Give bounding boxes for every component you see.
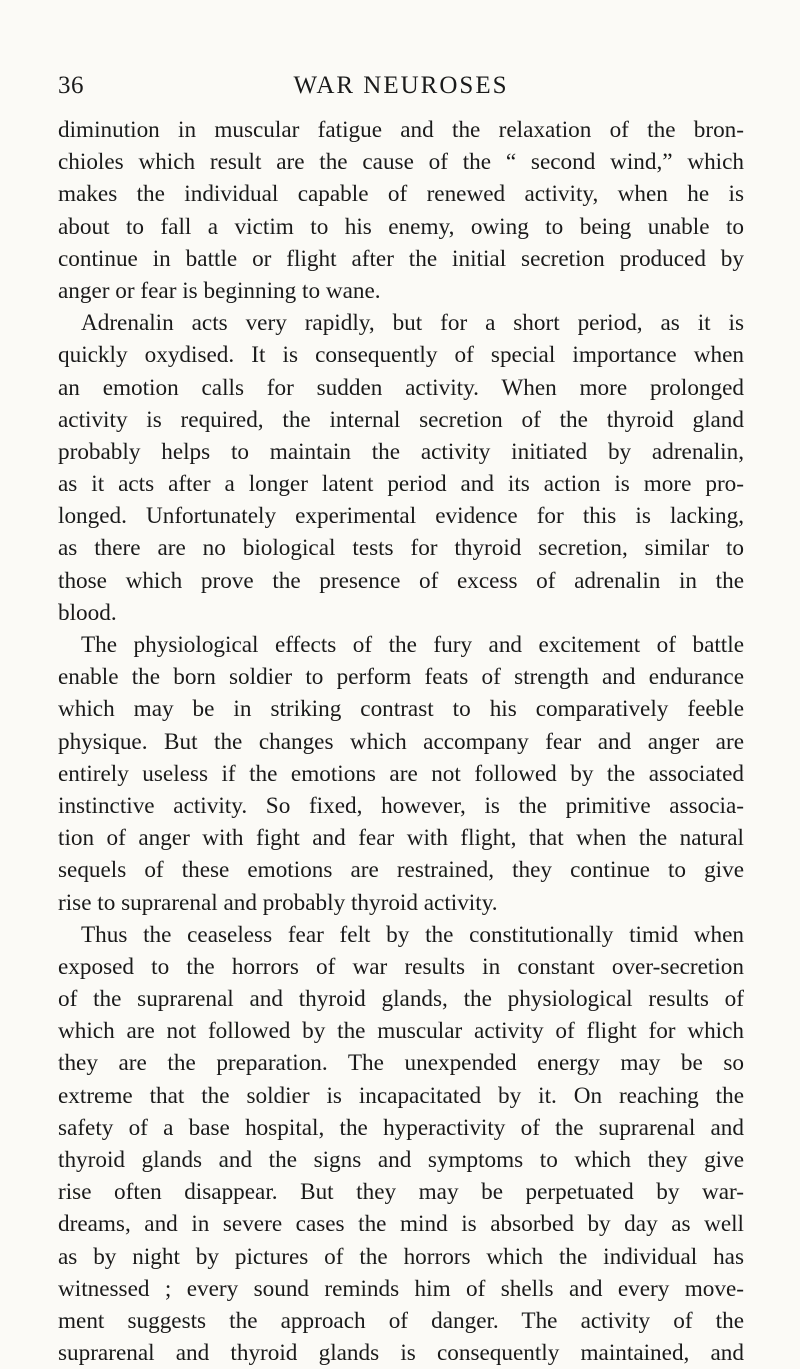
text-line: as by night by pictures of the horrors which the individual has (58, 1243, 744, 1270)
text-line: anger or fear is beginning to wane. (58, 277, 381, 304)
text-line: instinctive activity. So fixed, however, is the primitive associa- (58, 792, 744, 819)
text-line: quickly oxydised. It is consequently of special importance when (58, 342, 744, 369)
text-line: sequels of these emotions are restrained, they continue to give (58, 857, 744, 884)
text-line: witnessed ; every sound reminds him of shells and every move- (58, 1275, 744, 1302)
page-header (58, 72, 744, 106)
text-line: about to fall a victim to his enemy, owing to being unable to (58, 213, 744, 240)
text-line: as it acts after a longer latent period and its action is more pro- (58, 471, 744, 498)
text-line: chioles which result are the cause of the “ second wind,” which (58, 149, 744, 176)
text-line: as there are no biological tests for thyroid secretion, similar to (58, 535, 744, 562)
text-line: safety of a base hospital, the hyperactivity of the suprarenal and (58, 1114, 744, 1141)
text-line: which may be in striking contrast to his comparatively feeble (58, 696, 744, 723)
text-line: Adrenalin acts very rapidly, but for a short period, as it is (81, 310, 744, 337)
text-line: ment suggests the approach of danger. The activity of the (58, 1307, 744, 1334)
running-title: WAR NEUROSES (293, 72, 509, 99)
text-line: those which prove the presence of excess of adrenalin in the (58, 567, 744, 594)
text-line: blood. (58, 599, 117, 626)
text-line: longed. Unfortunately experimental evidence for this is lacking, (58, 503, 744, 530)
text-line: activity is required, the internal secretion of the thyroid gland (58, 406, 744, 433)
text-line: exposed to the horrors of war results in constant over-secretion (58, 953, 744, 980)
text-line: extreme that the soldier is incapacitated by it. On reaching the (58, 1082, 744, 1109)
text-line: dreams, and in severe cases the mind is absorbed by day as well (58, 1211, 744, 1238)
text-line: rise often disappear. But they may be perpetuated by war- (58, 1179, 744, 1206)
text-line: probably helps to maintain the activity initiated by adrenalin, (58, 438, 744, 465)
text-line: rise to suprarenal and probably thyroid activity. (58, 889, 498, 916)
text-line: The physiological effects of the fury and excitement of battle (81, 632, 744, 658)
text-line: enable the born soldier to perform feats of strength and endurance (58, 664, 744, 691)
text-line: they are the preparation. The unexpended energy may be so (58, 1050, 744, 1077)
body-text (58, 114, 744, 1369)
text-line: tion of anger with fight and fear with flight, that when the natural (58, 825, 744, 852)
text-line: makes the individual capable of renewed activity, when he is (58, 181, 744, 208)
page-number: 36 (58, 72, 84, 99)
text-line: suprarenal and thyroid glands is consequently maintained, and (58, 1340, 744, 1367)
text-line: entirely useless if the emotions are not followed by the associated (58, 760, 744, 787)
text-line: physique. But the changes which accompany fear and anger are (58, 728, 744, 755)
text-line: continue in battle or flight after the initial secretion produced by (58, 245, 744, 272)
text-line: Thus the ceaseless fear felt by the constitutionally timid when (81, 921, 744, 948)
text-line: diminution in muscular fatigue and the relaxation of the bron- (58, 117, 744, 143)
text-line: thyroid glands and the signs and symptoms to which they give (58, 1147, 744, 1173)
text-line: an emotion calls for sudden activity. When more prolonged (58, 374, 744, 401)
text-line: which are not followed by the muscular activity of flight for which (58, 1018, 744, 1045)
text-line: of the suprarenal and thyroid glands, the physiological results of (58, 986, 744, 1013)
